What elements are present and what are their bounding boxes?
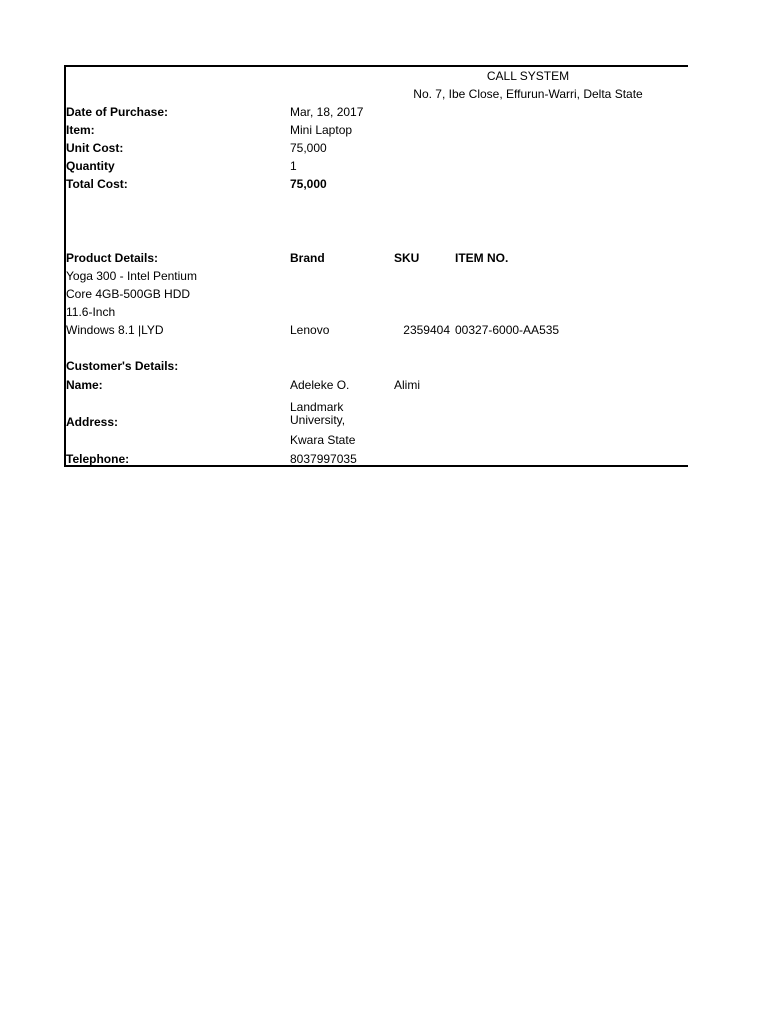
- item-no-value: 00327-6000-AA535: [455, 323, 560, 337]
- customer-address-label: Address:: [66, 415, 119, 429]
- brand-value: Lenovo: [290, 323, 330, 337]
- customer-last-name: Alimi: [394, 378, 420, 392]
- product-desc-line-1: Yoga 300 - Intel Pentium: [66, 269, 197, 283]
- item-value: Mini Laptop: [290, 123, 353, 137]
- sku-header: SKU: [394, 251, 420, 265]
- company-address: No. 7, Ibe Close, Effurun-Warri, Delta State: [413, 87, 643, 101]
- customer-details-label: Customer's Details:: [66, 359, 179, 373]
- date-of-purchase-value: Mar, 18, 2017: [290, 105, 364, 119]
- product-desc-line-4: Windows 8.1 |LYD: [66, 323, 164, 337]
- company-name: CALL SYSTEM: [486, 69, 570, 83]
- customer-name-label: Name:: [66, 378, 103, 392]
- quantity-label: Quantity: [66, 159, 115, 173]
- date-of-purchase-label: Date of Purchase:: [66, 105, 169, 119]
- product-desc-line-2: Core 4GB-500GB HDD: [66, 287, 191, 301]
- telephone-label: Telephone:: [66, 452, 130, 466]
- customer-address-line-3: Kwara State: [290, 433, 356, 447]
- customer-address-line-1: Landmark: [290, 400, 344, 414]
- unit-cost-value: 75,000: [290, 141, 327, 155]
- product-desc-line-3: 11.6-Inch: [66, 305, 116, 319]
- sku-value: 2359404: [403, 323, 450, 337]
- unit-cost-label: Unit Cost:: [66, 141, 124, 155]
- brand-header: Brand: [290, 251, 325, 265]
- customer-first-name: Adeleke O.: [290, 378, 350, 392]
- total-cost-value: 75,000: [290, 177, 327, 191]
- product-details-label: Product Details:: [66, 251, 159, 265]
- item-label: Item:: [66, 123, 95, 137]
- telephone-value: 8037997035: [290, 452, 357, 466]
- total-cost-label: Total Cost:: [66, 177, 128, 191]
- quantity-value: 1: [290, 159, 297, 173]
- item-no-header: ITEM NO.: [455, 251, 509, 265]
- invoice-sheet: [64, 65, 688, 467]
- customer-address-line-2: University,: [290, 413, 346, 427]
